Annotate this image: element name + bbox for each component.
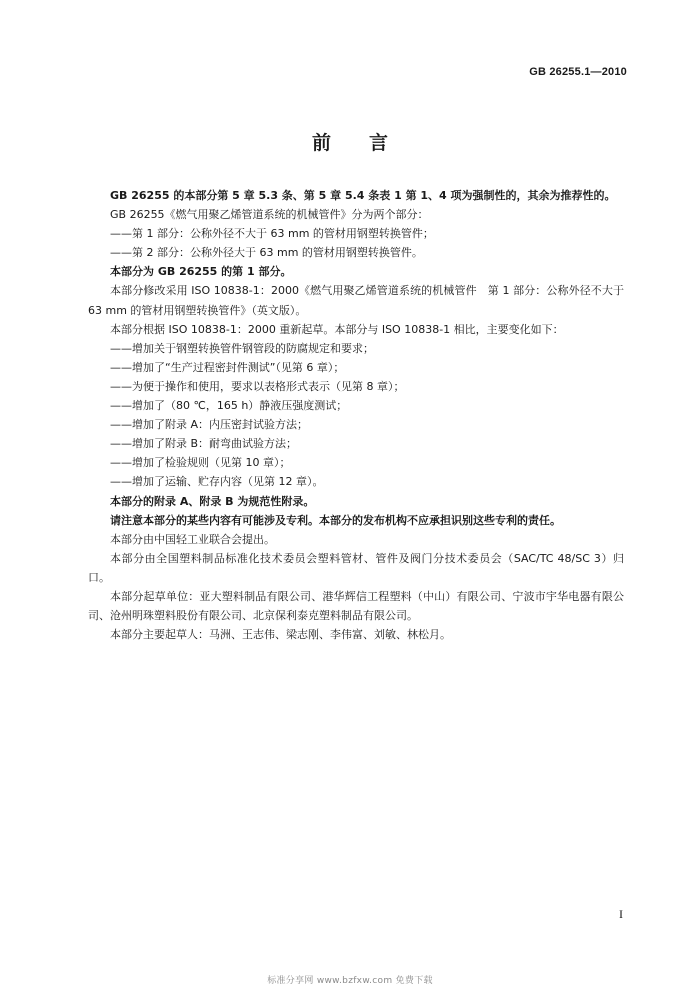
paragraph-drafting-units: 本部分起草单位：亚大塑料制品有限公司、港华辉信工程塑料（中山）有限公司、宁波市宇华电器有限公司、沧州明珠塑料股份有限公司、北京保利泰克塑料制品有限公司。 — [88, 589, 624, 623]
standard-number: GB 26255.1—2010 — [529, 66, 627, 78]
page-number: I — [619, 907, 623, 921]
list-item-change: ——增加关于钢塑转换管件钢管段的防腐规定和要求； — [110, 341, 374, 355]
list-item-change: ——增加了“生产过程密封件测试”（见第 6 章）； — [110, 360, 345, 374]
paragraph-technical-committee: 本部分由全国塑料制品标准化技术委员会塑料管材、管件及阀门分技术委员会（SAC/TC 48/SC 3）归口。 — [88, 551, 624, 584]
paragraph-iso-adoption: 本部分修改采用 ISO 10838-1：2000《燃气用聚乙烯管道系统的机械管件 第 1 部分：公称外径不大于 63 mm 的管材用钢塑转换管件》（英文版）。 — [88, 284, 624, 317]
page-title: 前言 — [311, 132, 426, 154]
paragraph-proposed-by: 本部分由中国轻工业联合会提出。 — [110, 532, 275, 546]
footer-watermark: 标准分享网 www.bzfxw.com 免费下载 — [267, 976, 433, 986]
paragraph-parts-intro: GB 26255《燃气用聚乙烯管道系统的机械管件》分为两个部分： — [110, 208, 429, 222]
list-item-change: ——增加了（80 ℃，165 h）静液压强度测试； — [110, 399, 348, 413]
paragraph-annexes: 本部分的附录 A、附录 B 为规范性附录。 — [110, 494, 315, 508]
paragraph-this-part: 本部分为 GB 26255 的第 1 部分。 — [110, 265, 292, 279]
list-item-change: ——增加了附录 A：内压密封试验方法； — [110, 418, 309, 432]
paragraph-patent-notice: 请注意本部分的某些内容有可能涉及专利。本部分的发布机构不应承担识别这些专利的责任。 — [110, 513, 561, 527]
list-item-change: ——增加了附录 B：耐弯曲试验方法； — [110, 437, 298, 451]
paragraph-part-1: ——第 1 部分：公称外径不大于 63 mm 的管材用钢塑转换管件； — [110, 227, 434, 241]
paragraph-mandatory-clauses: GB 26255 的本部分第 5 章 5.3 条、第 5 章 5.4 条表 1 第 1、4 项为强制性的，其余为推荐性的。 — [110, 189, 616, 202]
list-item-change: ——增加了运输、贮存内容（见第 12 章）。 — [110, 475, 324, 489]
list-item-change: ——为便于操作和使用，要求以表格形式表示（见第 8 章）； — [110, 379, 405, 393]
paragraph-part-2: ——第 2 部分：公称外径大于 63 mm 的管材用钢塑转换管件。 — [110, 246, 423, 260]
list-item-change: ——增加了检验规则（见第 10 章）； — [110, 456, 291, 470]
paragraph-changes-intro: 本部分根据 ISO 10838-1：2000 重新起草。本部分与 ISO 10838-1 相比，主要变化如下： — [110, 322, 564, 336]
foreword-body — [88, 186, 624, 644]
paragraph-drafters: 本部分主要起草人：马洲、王志伟、梁志刚、李伟富、刘敏、林松月。 — [110, 628, 451, 642]
